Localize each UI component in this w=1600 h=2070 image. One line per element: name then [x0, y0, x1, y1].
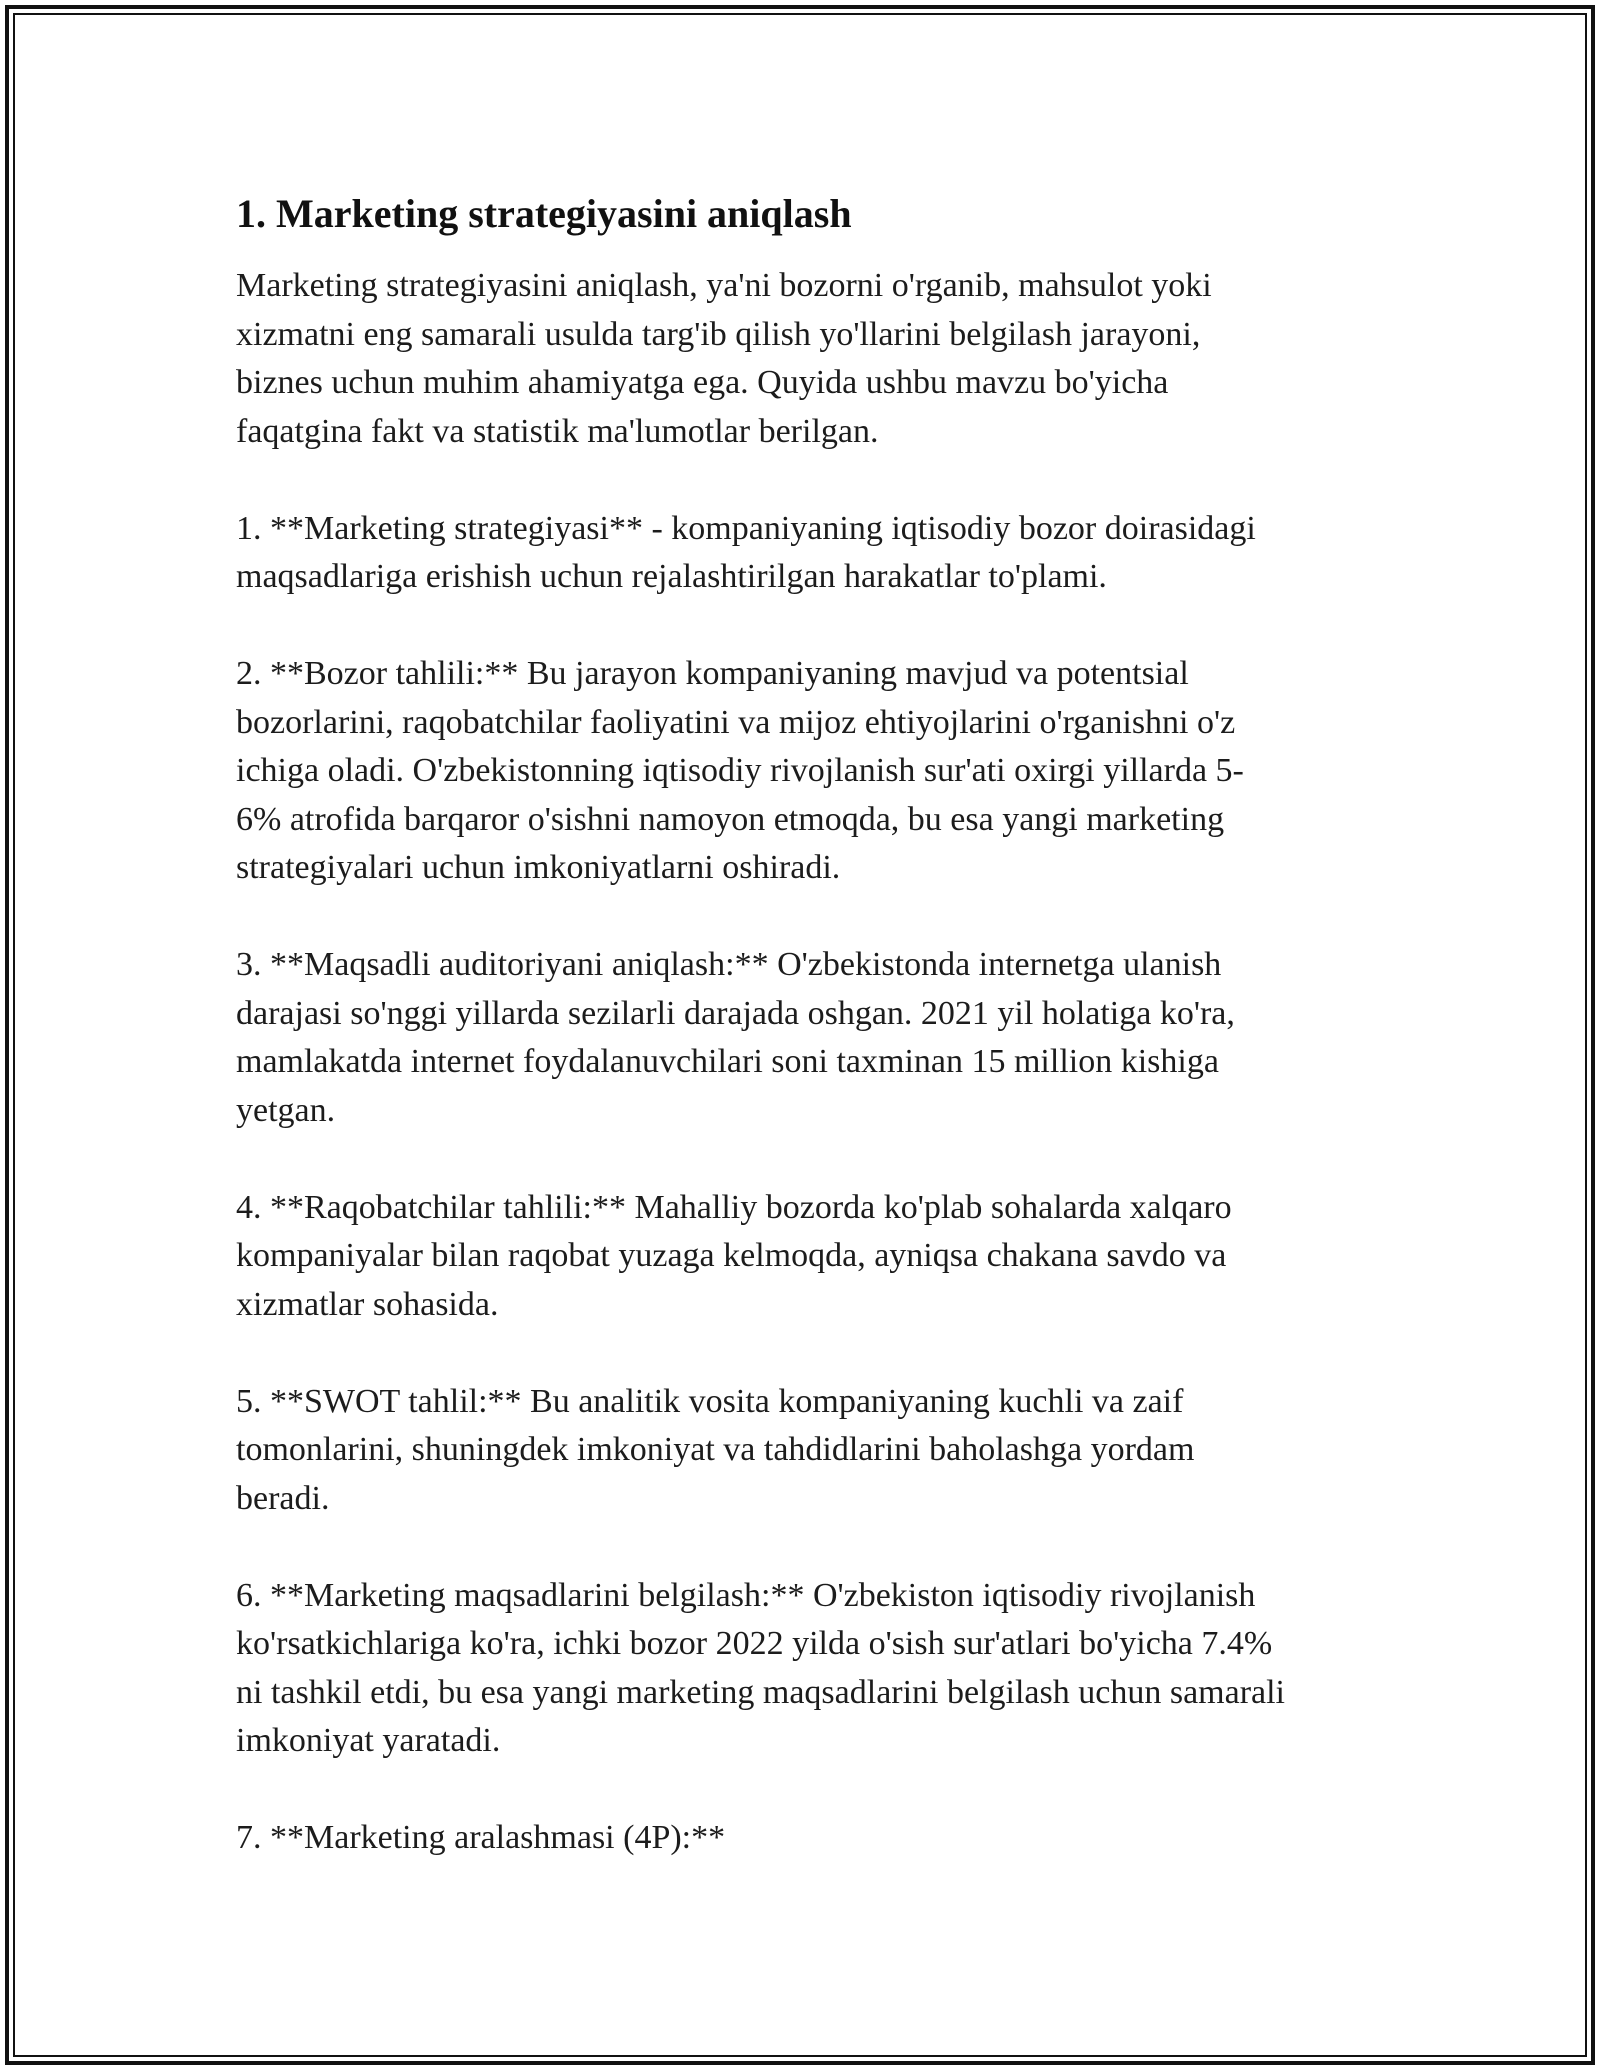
list-item-competitor-analysis: 4. **Raqobatchilar tahlili:** Mahalliy bozorda ko'plab sohalarda xalqaro kompaniyalar bilan raqobat yuzaga kelmoqda, ayniqsa chakana savdo va xizmatlar sohasida.: [236, 1188, 1232, 1323]
list-item-marketing-strategy: 1. **Marketing strategiyasi** - kompaniyaning iqtisodiy bozor doirasidagi maqsadlariga erishish uchun rejalashtirilgan harakatlar to'plami.: [236, 509, 1256, 595]
document-title: 1. Marketing strategiyasini aniqlash: [236, 191, 852, 236]
intro-paragraph: Marketing strategiyasini aniqlash, ya'ni bozorni o'rganib, mahsulot yoki xizmatni eng samarali usulda targ'ib qilish yo'llarini belgilash jarayoni, biznes uchun muhim ahamiyatga ega. Quyida ushbu mavzu bo'yicha faqatgina fakt va statistik ma'lumotlar berilgan.: [236, 267, 1212, 450]
document-body: [236, 188, 1386, 1911]
list-item-market-analysis: 2. **Bozor tahlili:** Bu jarayon kompaniyaning mavjud va potentsial bozorlarini, raqobatchilar faoliyatini va mijoz ehtiyojlarini o'rganishni o'z ichiga oladi. O'zbekistonning iqtisodiy rivojlanish sur'ati oxirgi yillarda 5- 6% atrofida barqaror o'sishni namoyon etmoqda, bu esa yangi marketing strategiyalari uchun imkoniyatlarni oshiradi.: [236, 655, 1244, 886]
list-item-marketing-goals: 6. **Marketing maqsadlarini belgilash:** O'zbekiston iqtisodiy rivojlanish ko'rsatkichlariga ko'ra, ichki bozor 2022 yilda o'sish sur'atlari bo'yicha 7.4% ni tashkil etdi, bu esa yangi marketing maqsadlarini belgilash uchun samarali imkoniyat yaratadi.: [236, 1576, 1286, 1759]
list-item-target-audience: 3. **Maqsadli auditoriyani aniqlash:** O'zbekistonda internetga ulanish darajasi so'nggi yillarda sezilarli darajada oshgan. 2021 yil holatiga ko'ra, mamlakatda internet foydalanuvchilari soni taxminan 15 million kishiga yetgan.: [236, 946, 1235, 1129]
list-item-marketing-mix: 7. **Marketing aralashmasi (4P):**: [236, 1819, 726, 1856]
list-item-swot-analysis: 5. **SWOT tahlil:** Bu analitik vosita kompaniyaning kuchli va zaif tomonlarini, shuningdek imkoniyat va tahdidlarini baholashga yordam beradi.: [236, 1382, 1195, 1517]
